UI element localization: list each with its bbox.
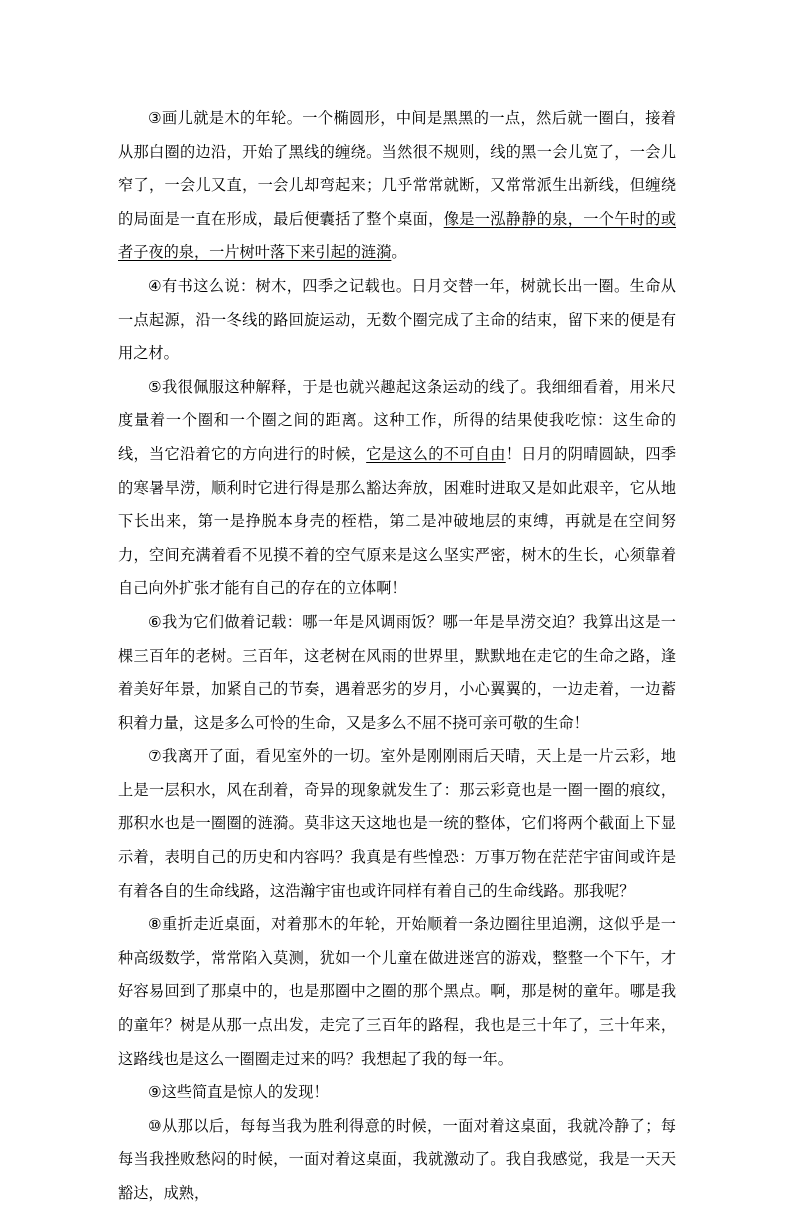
paragraph-7-text: ⑦我离开了面，看见室外的一切。室外是刚刚雨后天晴，天上是一片云彩，地上是一层积水，风在刮着，奇异的现象就发生了：那云彩竟也是一圈一圈的痕纹，那积水也是一圈圈的涟漪。莫非这天这地也是一统的整体，它们将两个截面上下显示着，表明自己的历史和内容吗？我真是有些惶恐：万事万物在茫茫宇宙间或许是有着各自的生命线路，这浩瀚宇宙也或许同样有着自己的生命线路。那我呢？	[118, 747, 676, 900]
paragraph-3-text-a: ③画儿就是木的年轮。一个椭圆形，中间是黑黑的一点，然后就一圈白，接着从那白圈的边沿，开始了黑线的缠绕。当然很不规则，线的黑一会儿宽了，一会儿窄了，一会儿又直，一会儿却弯起来；几乎常常就断，又常常派生出新线，但缠绕的局面是一直在形成，最后便囊括了整个桌面，	[118, 109, 676, 228]
paragraph-10-text: ⑩从那以后，每每当我为胜利得意的时候，一面对着这桌面，我就冷静了；每每当我挫败愁闷的时候，一面对着这桌面，我就激动了。我自我感觉，我是一天天豁达，成熟，	[118, 1116, 676, 1202]
paragraph-8-text: ⑧重折走近桌面，对着那木的年轮，开始顺着一条边圈往里追溯，这似乎是一种高级数学，常常陷入莫测，犹如一个儿童在做进迷宫的游戏，整整一个下午，才好容易回到了那桌中的，也是那圈中之圈的那个黑点。啊，那是树的童年。哪是我的童年？树是从那一点出发，走完了三百年的路程，我也是三十年了，三十年来，这路线也是这么一圈圈走过来的吗？我想起了我的每一年。	[118, 915, 676, 1068]
paragraph-9	[118, 1076, 676, 1110]
paragraph-3	[118, 102, 676, 270]
paragraph-4	[118, 270, 676, 371]
paragraph-5	[118, 371, 676, 606]
paragraph-10	[118, 1110, 676, 1211]
paragraph-5-underlined-phrase: 它是这么的不可自由	[366, 444, 506, 463]
paragraph-5-text-b: ！日月的阴晴圆缺，四季的寒暑旱涝，顺利时它进行得是那么豁达奔放，困难时进取又是如此艰辛，它从地下长出来，第一是挣脱本身壳的桎梏，第二是冲破地层的束缚，再就是在空间努力，空间充满着看不见摸不着的空气原来是这么坚实严密，树木的生长，心须靠着自己向外扩张才能有自己的存在的立体啊！	[118, 444, 677, 598]
paragraph-6	[118, 606, 676, 740]
article-body	[118, 102, 676, 1211]
paragraph-4-text: ④有书这么说：树木，四季之记载也。日月交替一年，树就长出一圈。生命从一点起源，沿一冬线的路回旋运动，无数个圈完成了主命的结束，留下来的便是有用之材。	[118, 276, 676, 363]
paragraph-5-text-a: ⑤我很佩服这种解释，于是也就兴趣起这条运动的线了。我细细看着，用米尺度量着一个圈和一个圈之间的距离。这种工作，所得的结果使我吃惊：这生命的线，当它沿着它的方向进行的时候，	[118, 377, 676, 463]
paragraph-8	[118, 908, 676, 1076]
paragraph-7	[118, 740, 676, 908]
paragraph-6-text: ⑥我为它们做着记载：哪一年是风调雨饭？哪一年是旱涝交迫？我算出这是一棵三百年的老树。三百年，这老树在风雨的世界里，默默地在走它的生命之路，逢着美好年景，加紧自己的节奏，遇着恶劣的岁月，小心翼翼的，一边走着，一边蓄积着力量，这是多么可怜的生命，又是多么不屈不挠可亲可敬的生命！	[118, 612, 676, 732]
paragraph-9-text: ⑨这些简直是惊人的发现！	[148, 1083, 329, 1102]
paragraph-3-text-b: 。	[391, 243, 407, 262]
paragraph-3-underlined-phrase: 像是一泓静静的泉，一个午时的或者子夜的泉，一片树叶落下来引起的涟漪	[118, 209, 677, 262]
